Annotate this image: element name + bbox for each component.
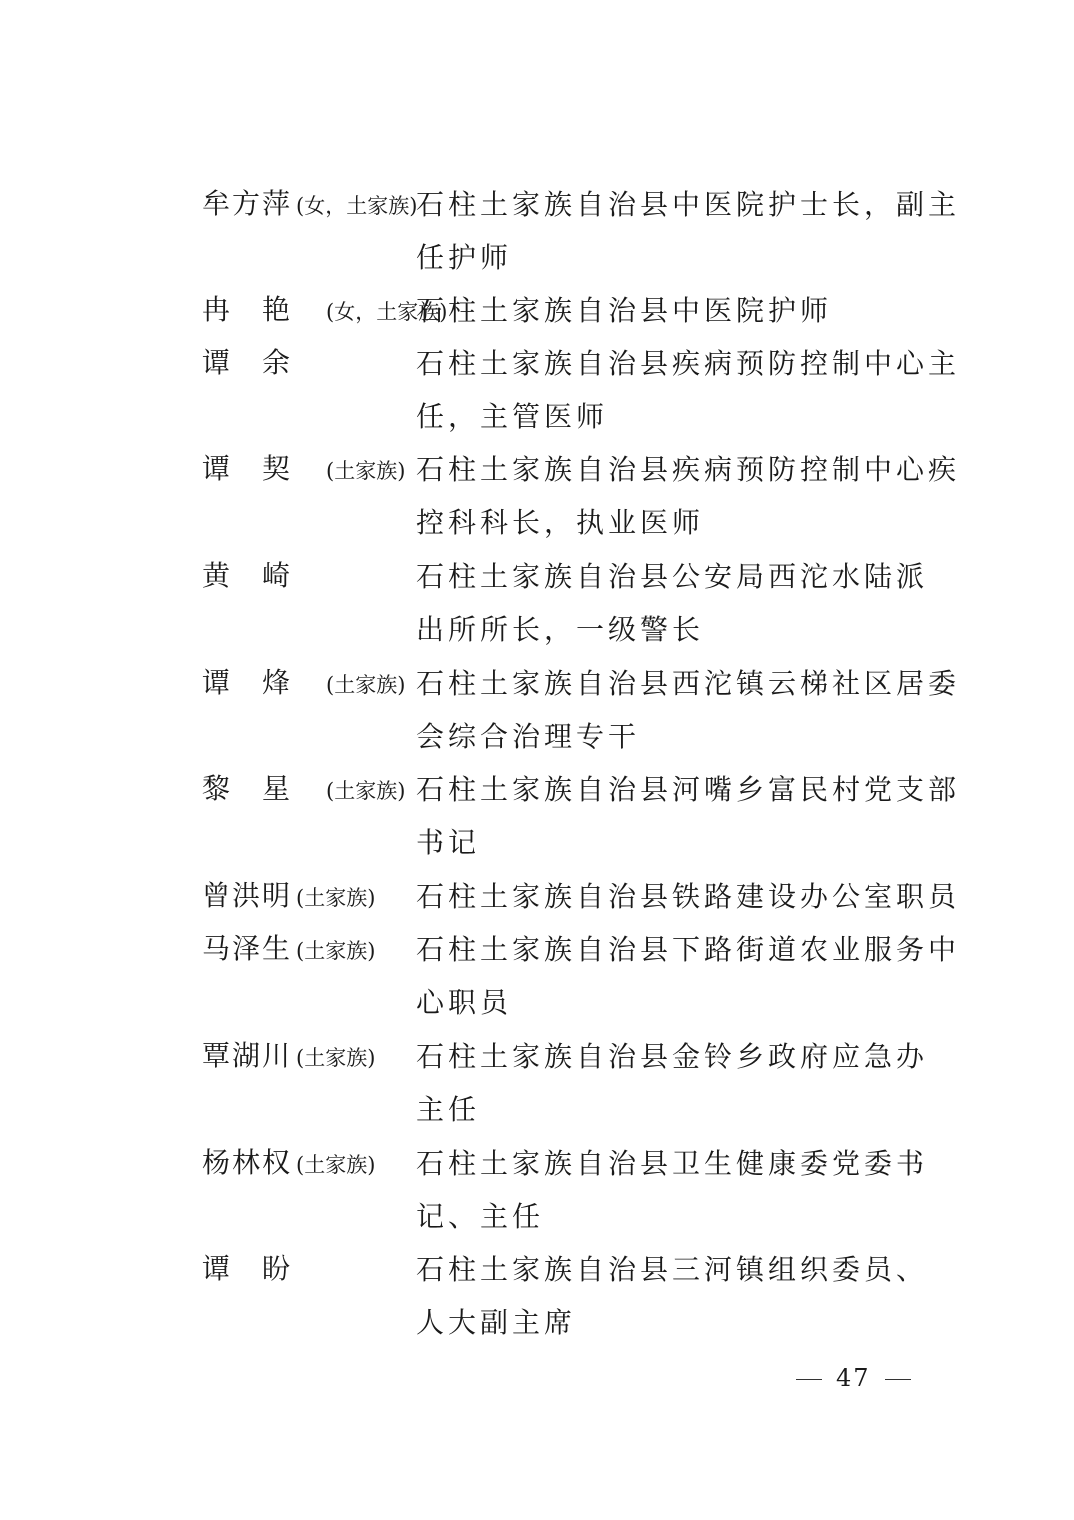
person-name-cell: [202, 556, 326, 598]
person-ethnicity: (土家族): [296, 886, 376, 910]
page-number: [796, 1363, 916, 1393]
person-name-cell: [202, 769, 405, 811]
position-line: 控科科长，执业医师: [416, 506, 705, 539]
person-name: 谭烽: [202, 666, 323, 699]
person-position: [416, 178, 961, 284]
page-number-value: 47: [836, 1364, 871, 1392]
person-name-cell: [202, 1036, 375, 1078]
person-name: 马泽生: [202, 932, 293, 965]
person-position: [416, 1137, 946, 1243]
person-position: [416, 657, 961, 763]
position-line: 会综合治理专干: [416, 720, 641, 753]
person-name: 冉艳: [202, 293, 323, 326]
person-name-cell: [202, 343, 326, 385]
position-line: 石柱土家族自治县公安局西沱水陆派: [416, 560, 929, 593]
person-name-cell: [202, 663, 405, 705]
person-name: 谭契: [202, 452, 323, 485]
person-ethnicity: (土家族): [326, 779, 406, 803]
person-position: [416, 1243, 946, 1349]
person-name-cell: [202, 929, 375, 971]
person-name: 谭余: [202, 346, 323, 379]
person-position: [416, 443, 961, 549]
person-position: [416, 1030, 946, 1136]
dash-left: [796, 1379, 822, 1380]
position-line: 石柱土家族自治县疾病预防控制中心主: [416, 347, 961, 380]
person-name: 杨林权: [202, 1146, 293, 1179]
person-name: 牟方萍: [202, 187, 293, 220]
position-line: 石柱土家族自治县三河镇组织委员、: [416, 1253, 929, 1286]
position-line: 心职员: [416, 986, 513, 1019]
position-line: 石柱土家族自治县金铃乡政府应急办: [416, 1040, 929, 1073]
person-name-cell: [202, 449, 405, 491]
person-ethnicity: (土家族): [296, 1046, 376, 1070]
person-position: [416, 870, 961, 923]
person-ethnicity: (土家族): [296, 939, 376, 963]
person-name-cell: [202, 290, 447, 332]
position-line: 书记: [416, 826, 481, 859]
person-position: [416, 337, 961, 443]
position-line: 石柱土家族自治县下路街道农业服务中: [416, 933, 961, 966]
position-line: 石柱土家族自治县卫生健康委党委书: [416, 1147, 929, 1180]
person-position: [416, 923, 961, 1029]
position-line: 石柱土家族自治县铁路建设办公室职员: [416, 880, 961, 913]
person-name-cell: [202, 1249, 326, 1291]
dash-right: [885, 1379, 911, 1380]
position-line: 石柱土家族自治县河嘴乡富民村党支部: [416, 773, 961, 806]
position-line: 人大副主席: [416, 1306, 577, 1339]
position-line: 石柱土家族自治县中医院护师: [416, 294, 833, 327]
person-position: [416, 550, 946, 656]
person-name: 黄崎: [202, 559, 323, 592]
position-line: 主任: [416, 1093, 481, 1126]
position-line: 任护师: [416, 241, 513, 274]
position-line: 记、主任: [416, 1200, 545, 1233]
position-line: 石柱土家族自治县西沱镇云梯社区居委: [416, 667, 961, 700]
person-name: 覃湖川: [202, 1039, 293, 1072]
person-name: 黎星: [202, 772, 323, 805]
position-line: 石柱土家族自治县疾病预防控制中心疾: [416, 453, 961, 486]
person-ethnicity: (女，土家族): [326, 300, 448, 324]
person-position: [416, 284, 946, 337]
person-ethnicity: (女，土家族): [296, 194, 418, 218]
person-ethnicity: (土家族): [296, 1153, 376, 1177]
person-name: 谭盼: [202, 1252, 323, 1285]
position-line: 石柱土家族自治县中医院护士长，副主: [416, 188, 961, 221]
person-position: [416, 763, 961, 869]
position-line: 任，主管医师: [416, 400, 609, 433]
person-name-cell: [202, 1143, 375, 1185]
position-line: 出所所长，一级警长: [416, 613, 705, 646]
person-ethnicity: (土家族): [326, 673, 406, 697]
person-name-cell: [202, 876, 375, 918]
person-name-cell: [202, 184, 417, 226]
person-name: 曾洪明: [202, 879, 293, 912]
person-ethnicity: (土家族): [326, 459, 406, 483]
